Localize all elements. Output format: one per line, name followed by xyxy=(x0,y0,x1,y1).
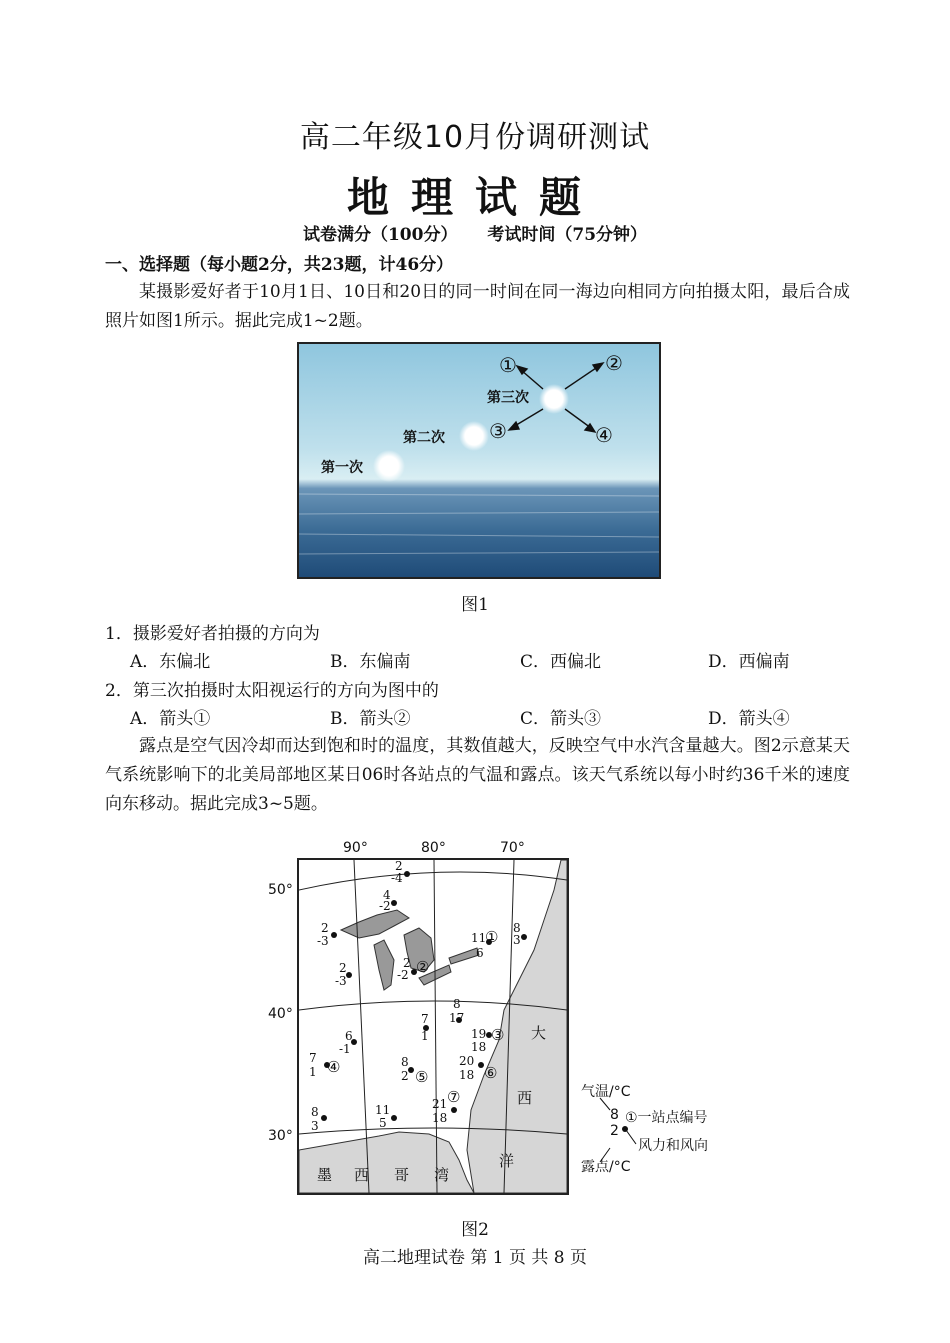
station-d: -3 xyxy=(317,934,329,948)
label-third: 第三次 xyxy=(487,390,529,406)
station-t: 8 xyxy=(311,1105,319,1119)
q2-option-a: A．箭头① xyxy=(130,709,211,729)
passage-2: 露点是空气因冷却而达到饱和时的温度，其数值越大，反映空气中水汽含量越大。图2示意某天气系统影响下的北美局部地区某日06时各站点的气温和露点。该天气系统以每小时约36千米的速度向东移动。据此完成3~5题。 xyxy=(105,736,850,814)
gulf-label: 哥 xyxy=(394,1166,410,1184)
lon-80: 80° xyxy=(421,840,446,856)
station-id: ⑦ xyxy=(447,1088,461,1106)
arrow-2 xyxy=(565,366,599,389)
station-t: 8 xyxy=(513,921,521,935)
label-arrow-2: ② xyxy=(605,351,623,375)
q2-option-c: C．箭头③ xyxy=(520,709,602,729)
ocean-label: 大 xyxy=(531,1024,547,1042)
station-d: -2 xyxy=(379,899,391,913)
station-d: 3 xyxy=(513,933,521,947)
station-t: 21 xyxy=(432,1097,448,1111)
question-2-stem: 2．第三次拍摄时太阳视运行的方向为图中的 xyxy=(105,681,439,701)
label-first: 第一次 xyxy=(321,460,363,476)
station-t: 6 xyxy=(345,1029,353,1043)
label-arrow-3: ③ xyxy=(489,419,507,443)
ocean-label: 西 xyxy=(517,1089,533,1107)
station-t: 2 xyxy=(339,961,347,975)
lat-50: 50° xyxy=(268,882,293,898)
section-heading: 一、选择题（每小题2分，共23题，计46分） xyxy=(105,255,454,275)
label-arrow-4: ④ xyxy=(595,423,613,447)
question-1-stem: 1．摄影爱好者拍摄的方向为 xyxy=(105,624,320,644)
station-d: 3 xyxy=(311,1119,319,1133)
exam-time: 考试时间（75分钟） xyxy=(487,225,648,245)
q1-option-d: D．西偏南 xyxy=(708,652,790,672)
ocean-label: 洋 xyxy=(499,1152,515,1170)
station-id: ① xyxy=(485,928,499,946)
sun-diagram xyxy=(299,344,659,577)
figure-1-photo xyxy=(297,342,661,579)
station-d: 1 xyxy=(421,1029,429,1043)
q1-option-b: B．东偏南 xyxy=(330,652,411,672)
exam-title: 高二年级10月份调研测试 xyxy=(299,120,651,155)
lat-40: 40° xyxy=(268,1006,293,1022)
station-t: 2 xyxy=(403,956,411,970)
legend-sample-temp: 8 xyxy=(610,1107,619,1123)
weather-map xyxy=(299,860,567,1193)
station-t: 7 xyxy=(309,1051,317,1065)
station-d: 18 xyxy=(459,1068,475,1082)
lon-90: 90° xyxy=(343,840,368,856)
subject-title: 地理试题 xyxy=(346,173,603,222)
gulf-label: 湾 xyxy=(434,1166,450,1184)
station-d: 1 xyxy=(309,1065,317,1079)
q2-option-b: B．箭头② xyxy=(330,709,411,729)
map-legend xyxy=(578,1078,738,1178)
station-id: ② xyxy=(416,958,430,976)
station-t: 2 xyxy=(395,860,403,873)
station-t: 11 xyxy=(375,1103,391,1117)
station-t: 8 xyxy=(401,1055,409,1069)
sun-third xyxy=(539,384,569,414)
legend-wind: 风力和风向 xyxy=(638,1138,708,1154)
station-d: 2 xyxy=(401,1069,409,1083)
station-t: 11 xyxy=(471,931,487,945)
station-d: 17 xyxy=(449,1011,465,1025)
station-d: -2 xyxy=(397,968,409,982)
lat-30: 30° xyxy=(268,1128,293,1144)
station-t: 7 xyxy=(421,1012,429,1026)
lon-70: 70° xyxy=(500,840,525,856)
legend-dew: 露点/°C xyxy=(581,1159,631,1175)
label-second: 第二次 xyxy=(403,430,445,446)
station-t: 20 xyxy=(459,1054,475,1068)
figure-2-map xyxy=(297,858,569,1195)
exam-info xyxy=(0,220,950,245)
station-t: 19 xyxy=(471,1027,487,1041)
station-d: 6 xyxy=(476,946,484,960)
station-d: -1 xyxy=(339,1042,351,1056)
station-d: -4 xyxy=(391,871,403,885)
arrow-4 xyxy=(565,409,591,428)
figure-2-caption: 图2 xyxy=(461,1220,489,1240)
figure-1-caption: 图1 xyxy=(461,595,489,615)
q2-option-d: D．箭头④ xyxy=(708,709,790,729)
station-d: -3 xyxy=(335,974,347,988)
station-d: 5 xyxy=(379,1116,387,1130)
q1-option-c: C．西偏北 xyxy=(520,652,602,672)
legend-station: ①一站点编号 xyxy=(625,1110,708,1126)
arrow-1 xyxy=(521,370,543,389)
q1-option-a: A．东偏北 xyxy=(130,652,211,672)
station-id: ⑥ xyxy=(484,1064,498,1082)
legend-temp: 气温/°C xyxy=(581,1084,631,1100)
page-footer: 高二地理试卷 第 1 页 共 8 页 xyxy=(362,1248,588,1268)
station-d: 18 xyxy=(471,1040,487,1054)
station-d: 18 xyxy=(432,1111,448,1125)
station-t: 4 xyxy=(383,888,391,902)
station-id: ⑤ xyxy=(415,1068,429,1086)
gulf-label: 西 xyxy=(354,1166,370,1184)
station-t: 8 xyxy=(453,997,461,1011)
station-id: ③ xyxy=(491,1026,505,1044)
station-t: 2 xyxy=(321,921,329,935)
station-id: ④ xyxy=(327,1058,341,1076)
sun-first xyxy=(373,450,405,482)
full-score: 试卷满分（100分） xyxy=(302,225,458,245)
legend-sample-dew: 2 xyxy=(610,1123,619,1139)
sun-second xyxy=(459,421,489,451)
label-arrow-1: ① xyxy=(499,353,517,377)
gulf-label: 墨 xyxy=(317,1166,333,1184)
passage-1: 某摄影爱好者于10月1日、10日和20日的同一时间在同一海边向相同方向拍摄太阳，最后合成照片如图1所示。据此完成1~2题。 xyxy=(105,282,850,331)
